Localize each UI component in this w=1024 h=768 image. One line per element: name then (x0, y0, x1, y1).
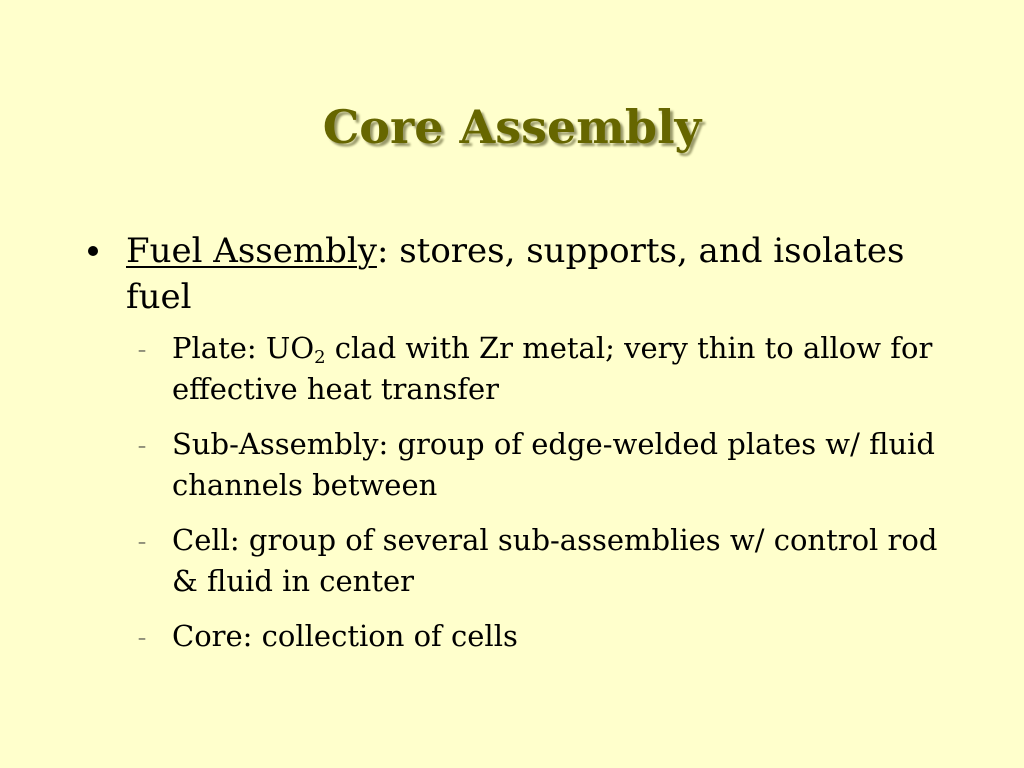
plate-text-post: clad with Zr metal; very thin to allow for effective heat transfer (172, 331, 933, 406)
plate-text-pre: Plate: UO (172, 331, 315, 365)
sub-assembly-text: Sub-Assembly: group of edge-welded plates w/ fluid channels between (172, 427, 935, 502)
sub-bullet-sub-assembly (80, 424, 960, 506)
dash-icon: – (138, 532, 146, 551)
slide-content (80, 228, 960, 671)
dash-icon: – (138, 340, 146, 359)
cell-text: Cell: group of several sub-assemblies w/ control rod & fluid in center (172, 523, 938, 598)
bullet-dot-icon (88, 246, 98, 256)
dash-icon: – (138, 628, 146, 647)
sub-bullet-plate (80, 328, 960, 410)
fuel-assembly-term: Fuel Assembly (126, 231, 377, 271)
sub-bullet-cell (80, 520, 960, 602)
fuel-assembly-description: : stores, supports, and isolates fuel (126, 231, 905, 317)
core-text: Core: collection of cells (172, 619, 518, 653)
sub-bullet-core (80, 616, 960, 657)
main-bullet (80, 228, 960, 320)
sub-bullet-list (80, 328, 960, 657)
slide-title: Core Assembly (322, 100, 702, 154)
plate-subscript: 2 (314, 347, 326, 368)
dash-icon: – (138, 436, 146, 455)
